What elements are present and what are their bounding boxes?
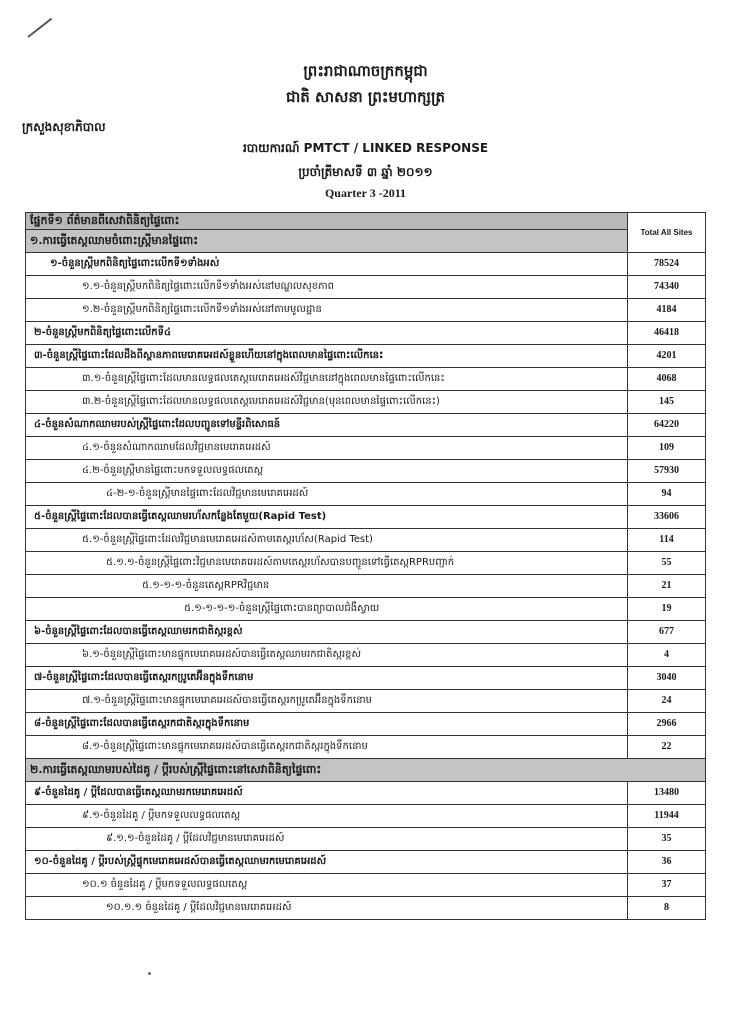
report-table <box>25 212 706 920</box>
indicator-label: ៦-ចំនួនស្ត្រីផ្ទៃពោះដែលបានធ្វើតេស្តឈាមរកជាតិស្ករខ្ពស់ <box>26 621 628 644</box>
table-row <box>26 299 706 322</box>
indicator-value: 74340 <box>628 276 706 299</box>
table-row <box>26 851 706 874</box>
indicator-value: 677 <box>628 621 706 644</box>
indicator-label: ៣.១-ចំនួនស្ត្រីផ្ទៃពោះដែលមានលទ្ធផលតេស្តមេរោគអេដស៍វិជ្ជមាននៅក្នុងពេលមានផ្ទៃពោះលើកនេះ <box>26 368 628 391</box>
table-row <box>26 782 706 805</box>
table-banner-row <box>26 213 706 230</box>
table-row <box>26 644 706 667</box>
indicator-label: ៩-ចំនួនដៃគូ / ប្តីដែលបានធ្វើតេស្តឈាមរកមេរោគអេដស៍ <box>26 782 628 805</box>
indicator-label: ៣.២-ចំនួនស្ត្រីផ្ទៃពោះដែលមានលទ្ធផលតេស្តមេរោគអេដស៍វិជ្ជមាន(មុនពេលមានផ្ទៃពោះលើកនេះ) <box>26 391 628 414</box>
table-row <box>26 437 706 460</box>
indicator-label: ៧-ចំនួនស្ត្រីផ្ទៃពោះដែលបានធ្វើតេស្តរកប្រូតេអ៊ីនក្នុងទឹកនោម <box>26 667 628 690</box>
table-row <box>26 506 706 529</box>
table-row <box>26 667 706 690</box>
indicator-label: ៧.១-ចំនួនស្ត្រីផ្ទៃពោះមានផ្ទុកមេរោគអេដស៍បានធ្វើតេស្តរកប្រូតេអ៊ីនក្នុងទឹកនោម <box>26 690 628 713</box>
indicator-value: 33606 <box>628 506 706 529</box>
indicator-value: 55 <box>628 552 706 575</box>
indicator-value: 8 <box>628 897 706 920</box>
indicator-value: 36 <box>628 851 706 874</box>
indicator-label: ១០.១.១ ចំនួនដៃគូ / ប្តីដែលវិជ្ជមានមេរោគអេដស៍ <box>26 897 628 920</box>
indicator-value: 11944 <box>628 805 706 828</box>
table-row <box>26 322 706 345</box>
table-row <box>26 414 706 437</box>
indicator-value: 22 <box>628 736 706 759</box>
section-row <box>26 230 706 253</box>
table-row <box>26 713 706 736</box>
table-row <box>26 874 706 897</box>
indicator-label: ៤.២-ចំនួនស្ត្រីមានផ្ទៃពោះមកទទួលលទ្ធផលតេស្ត <box>26 460 628 483</box>
indicator-value: 3040 <box>628 667 706 690</box>
table-row <box>26 460 706 483</box>
table-row <box>26 598 706 621</box>
part-one-banner: ផ្នែកទី១ ព័ត៌មានពីសេវាពិនិត្យផ្ទៃពោះ <box>26 213 628 230</box>
indicator-label: ៨.១-ចំនួនស្ត្រីផ្ទៃពោះមានផ្ទុកមេរោគអេដស៍បានធ្វើតេស្តរកជាតិស្ករក្នុងទឹកនោម <box>26 736 628 759</box>
table-row <box>26 690 706 713</box>
indicator-value: 114 <box>628 529 706 552</box>
table-row <box>26 575 706 598</box>
indicator-value: 94 <box>628 483 706 506</box>
indicator-label: ៦.១-ចំនួនស្ត្រីផ្ទៃពោះមានផ្ទុកមេរោគអេដស៍បានធ្វើតេស្តឈាមរកជាតិស្ករខ្ពស់ <box>26 644 628 667</box>
scan-speck <box>148 972 151 975</box>
indicator-label: ១០.១ ចំនួនដៃគូ / ប្តីមកទទួលលទ្ធផលតេស្ត <box>26 874 628 897</box>
indicator-value: 13480 <box>628 782 706 805</box>
indicator-value: 78524 <box>628 253 706 276</box>
indicator-label: ៨-ចំនួនស្ត្រីផ្ទៃពោះដែលបានធ្វើតេស្តរកជាតិស្ករក្នុងទឹកនោម <box>26 713 628 736</box>
table-row <box>26 391 706 414</box>
table-row <box>26 253 706 276</box>
indicator-value: 21 <box>628 575 706 598</box>
report-period: ប្រចាំត្រីមាសទី ៣ ឆ្នាំ ២០១១ <box>298 165 433 179</box>
table-row <box>26 483 706 506</box>
table-row <box>26 529 706 552</box>
indicator-value: 4 <box>628 644 706 667</box>
indicator-label: ៥.១-ចំនួនស្ត្រីផ្ទៃពោះដែលវិជ្ជមានមេរោគអេដស៍តាមតេស្តរហ័ស(Rapid Test) <box>26 529 628 552</box>
indicator-label: ៥.១.១-ចំនួនស្ត្រីផ្ទៃពោះវិជ្ជមានមេរោគអេដស៍តាមតេស្តរហ័សបានបញ្ជូនទៅធ្វើតេស្តRPRបញ្ជាក់ <box>26 552 628 575</box>
indicator-label: ១-ចំនួនស្ត្រីមកពិនិត្យផ្ទៃពោះលើកទី១ទាំងអស់ <box>26 253 628 276</box>
indicator-value: 57930 <box>628 460 706 483</box>
section-title: ២.ការធ្វើតេស្តឈាមរបស់ដៃគូ / ប្តីរបស់ស្ត្រីផ្ទៃពោះនៅសេវាពិនិត្យផ្ទៃពោះ <box>26 759 706 782</box>
indicator-value: 37 <box>628 874 706 897</box>
table-row <box>26 345 706 368</box>
indicator-label: ៩.១-ចំនួនដៃគូ / ប្តីមកទទួលលទ្ធផលតេស្ត <box>26 805 628 828</box>
kingdom-title: ព្រះរាជាណាចក្រកម្ពុជា <box>303 62 428 80</box>
indicator-value: 109 <box>628 437 706 460</box>
table-row <box>26 897 706 920</box>
indicator-value: 145 <box>628 391 706 414</box>
indicator-value: 4068 <box>628 368 706 391</box>
table-row <box>26 368 706 391</box>
section-row <box>26 759 706 782</box>
national-motto: ជាតិ សាសនា ព្រះមហាក្សត្រ <box>286 88 445 106</box>
indicator-label: ៤-ចំនួនសំណាកឈាមរបស់ស្ត្រីផ្ទៃពោះដែលបញ្ជូនទៅមន្ទីរពិសោធន៍ <box>26 414 628 437</box>
column-header-total: Total All Sites <box>628 213 706 253</box>
pen-stroke-mark <box>27 18 52 38</box>
table-row <box>26 805 706 828</box>
indicator-label: ១០-ចំនួនដៃគូ / ប្តីរបស់ស្ត្រីផ្ទុកមេរោគអេដស៍បានធ្វើតេស្តឈាមរកមេរោគអេដស៍ <box>26 851 628 874</box>
table-row <box>26 736 706 759</box>
indicator-label: ២-ចំនួនស្ត្រីមកពិនិត្យផ្ទៃពោះលើកទី៤ <box>26 322 628 345</box>
table-row <box>26 828 706 851</box>
indicator-value: 2966 <box>628 713 706 736</box>
indicator-label: ៥-ចំនួនស្ត្រីផ្ទៃពោះដែលបានធ្វើតេស្តឈាមរហ័សកន្លែងតែមួយ(Rapid Test) <box>26 506 628 529</box>
indicator-label: ៣-ចំនួនស្ត្រីផ្ទៃពោះដែលដឹងពីស្ថានភាពមេរោគអេដស៍ខ្លួនហើយនៅក្នុងពេលមានផ្ទៃពោះលើកនេះ <box>26 345 628 368</box>
report-title: របាយការណ៍ PMTCT / LINKED RESPONSE <box>242 141 489 155</box>
ministry-name: ក្រសួងសុខាភិបាល <box>22 120 106 134</box>
indicator-label: ៥.១-១-១-១-ចំនួនស្ត្រីផ្ទៃពោះបានព្យាបាលជំងឺស្វាយ <box>26 598 628 621</box>
section-title: ១.ការធ្វើតេស្តឈាមចំពោះស្ត្រីមានផ្ទៃពោះ <box>26 230 628 253</box>
indicator-label: ៥.១-១-១-ចំនួនតេស្តRPRវិជ្ជមាន <box>26 575 628 598</box>
table-row <box>26 552 706 575</box>
indicator-value: 4184 <box>628 299 706 322</box>
indicator-value: 24 <box>628 690 706 713</box>
table-row <box>26 621 706 644</box>
indicator-label: ៤.១-ចំនួនសំណាកឈាមដែលវិជ្ជមានមេរោគអេដស៍ <box>26 437 628 460</box>
indicator-label: ៤-២-១-ចំនួនស្ត្រីមានផ្ទៃពោះដែលវិជ្ជមានមេរោគអេដស៍ <box>26 483 628 506</box>
indicator-value: 4201 <box>628 345 706 368</box>
indicator-value: 35 <box>628 828 706 851</box>
indicator-value: 19 <box>628 598 706 621</box>
indicator-value: 46418 <box>628 322 706 345</box>
table-row <box>26 276 706 299</box>
indicator-label: ១.១-ចំនួនស្ត្រីមកពិនិត្យផ្ទៃពោះលើកទី១ទាំងអស់នៅមណ្ឌលសុខភាព <box>26 276 628 299</box>
indicator-value: 64220 <box>628 414 706 437</box>
indicator-label: ១.២-ចំនួនស្ត្រីមកពិនិត្យផ្ទៃពោះលើកទី១ទាំងអស់នៅតាមមូលដ្ឋាន <box>26 299 628 322</box>
indicator-label: ៩.១.១-ចំនួនដៃគូ / ប្តីដែលវិជ្ជមានមេរោគអេដស៍ <box>26 828 628 851</box>
report-quarter: Quarter 3 -2011 <box>324 186 407 200</box>
